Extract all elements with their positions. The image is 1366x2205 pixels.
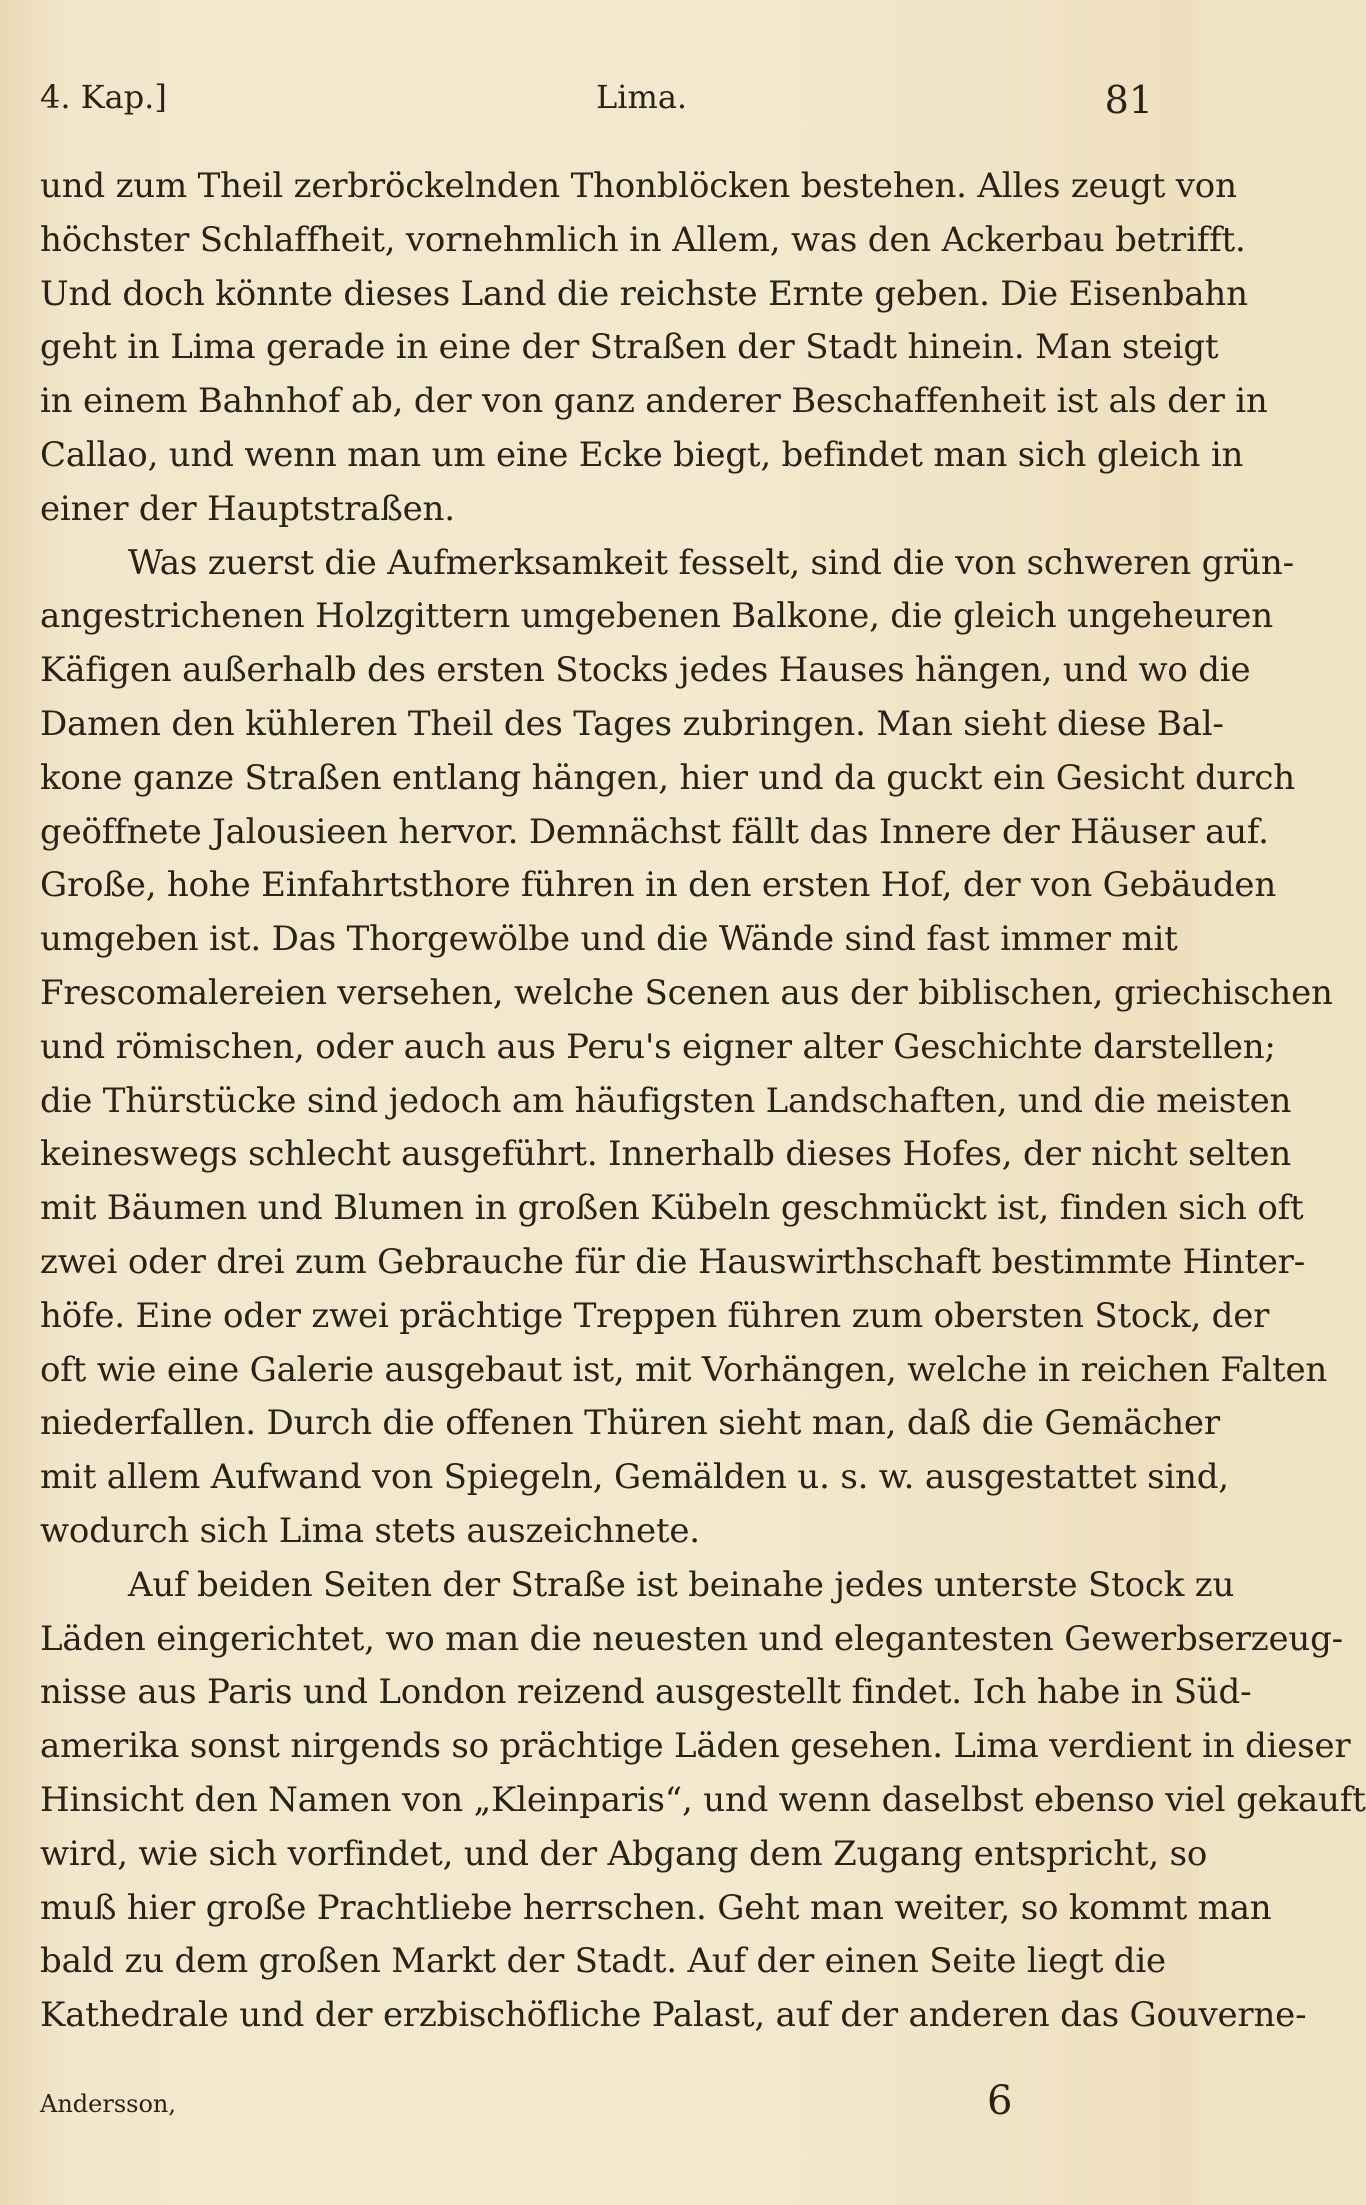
text-line: geht in Lima gerade in eine der Straßen der Stadt hinein. Man steigt [40,327,1219,368]
text-line: bald zu dem großen Markt der Stadt. Auf der einen Seite liegt die [40,1941,1166,1982]
text-line: Kathedrale und der erzbischöfliche Palast, auf der anderen das Gouverne- [40,1995,1307,2036]
text-line: wird, wie sich vorfindet, und der Abgang dem Zugang entspricht, so [40,1833,1208,1874]
text-line: Callao, und wenn man um eine Ecke biegt, befindet man sich gleich in [40,434,1244,475]
text-line: Auf beiden Seiten der Straße ist beinahe jedes unterste Stock zu [128,1564,1235,1605]
text-line: geöffnete Jalousieen hervor. Demnächst fällt das Innere der Häuser auf. [40,811,1269,852]
text-line: angestrichenen Holzgittern umgebenen Balkone, die gleich ungeheuren [40,596,1273,637]
text-line: höchster Schlaffheit, vornehmlich in Allem, was den Ackerbau betrifft. [40,219,1246,260]
page-number: 81 [1104,78,1153,122]
text-line: nisse aus Paris und London reizend ausgestellt findet. Ich habe in Süd- [40,1672,1252,1713]
text-line: Läden eingerichtet, wo man die neuesten und elegantesten Gewerbserzeug- [40,1618,1343,1659]
text-line: niederfallen. Durch die offenen Thüren sieht man, daß die Gemächer [40,1403,1220,1444]
text-line: Große, hohe Einfahrtsthore führen in den ersten Hof, der von Gebäuden [40,865,1277,906]
text-line: Käfigen außerhalb des ersten Stocks jedes Hauses hängen, und wo die [40,650,1251,691]
text-line: umgeben ist. Das Thorgewölbe und die Wände sind fast immer mit [40,919,1178,960]
text-line: höfe. Eine oder zwei prächtige Treppen führen zum obersten Stock, der [40,1295,1270,1336]
text-line: amerika sonst nirgends so prächtige Läden gesehen. Lima verdient in dieser [40,1726,1351,1767]
running-title: Lima. [596,78,688,116]
text-line: und römischen, oder auch aus Peru's eigner alter Geschichte darstellen; [40,1026,1276,1067]
signature-mark: 6 [987,2078,1013,2124]
text-line: mit allem Aufwand von Spiegeln, Gemälden u. s. w. ausgestattet sind, [40,1457,1229,1498]
text-line: oft wie eine Galerie ausgebaut ist, mit Vorhängen, welche in reichen Falten [40,1349,1328,1390]
signature-line: Andersson, [40,2090,176,2118]
text-line: in einem Bahnhof ab, der von ganz anderer Beschaffenheit ist als der in [40,381,1268,422]
body-text [40,160,1366,2043]
paragraph-2 [40,537,1333,1559]
paragraph-1 [40,160,1268,537]
text-line: muß hier große Prachtliebe herrschen. Geht man weiter, so kommt man [40,1887,1272,1928]
text-line: Frescomalereien versehen, welche Scenen aus der biblischen, griechischen [40,972,1333,1013]
text-line: kone ganze Straßen entlang hängen, hier und da guckt ein Gesicht durch [40,757,1295,798]
text-line: einer der Hauptstraßen. [40,488,455,529]
running-head [40,78,1153,128]
text-line: zwei oder drei zum Gebrauche für die Hauswirthschaft bestimmte Hinter- [40,1241,1306,1282]
page-footer [40,2078,1199,2136]
paragraph-3 [40,1559,1366,2043]
text-line: und zum Theil zerbröckelnden Thonblöcken bestehen. Alles zeugt von [40,166,1237,206]
text-line: keineswegs schlecht ausgeführt. Innerhalb dieses Hofes, der nicht selten [40,1134,1292,1175]
text-line: wodurch sich Lima stets auszeichnete. [40,1510,700,1551]
chapter-reference: 4. Kap.] [40,78,167,116]
text-line: Was zuerst die Aufmerksamkeit fesselt, sind die von schweren grün- [128,542,1294,583]
text-line: mit Bäumen und Blumen in großen Kübeln geschmückt ist, finden sich oft [40,1188,1304,1229]
text-line: Damen den kühleren Theil des Tages zubringen. Man sieht diese Bal- [40,703,1224,744]
text-line: die Thürstücke sind jedoch am häufigsten Landschaften, und die meisten [40,1080,1292,1121]
text-line: Hinsicht den Namen von „Kleinparis“, und wenn daselbst ebenso viel gekauft [40,1779,1366,1820]
text-line: Und doch könnte dieses Land die reichste Ernte geben. Die Eisenbahn [40,273,1248,314]
